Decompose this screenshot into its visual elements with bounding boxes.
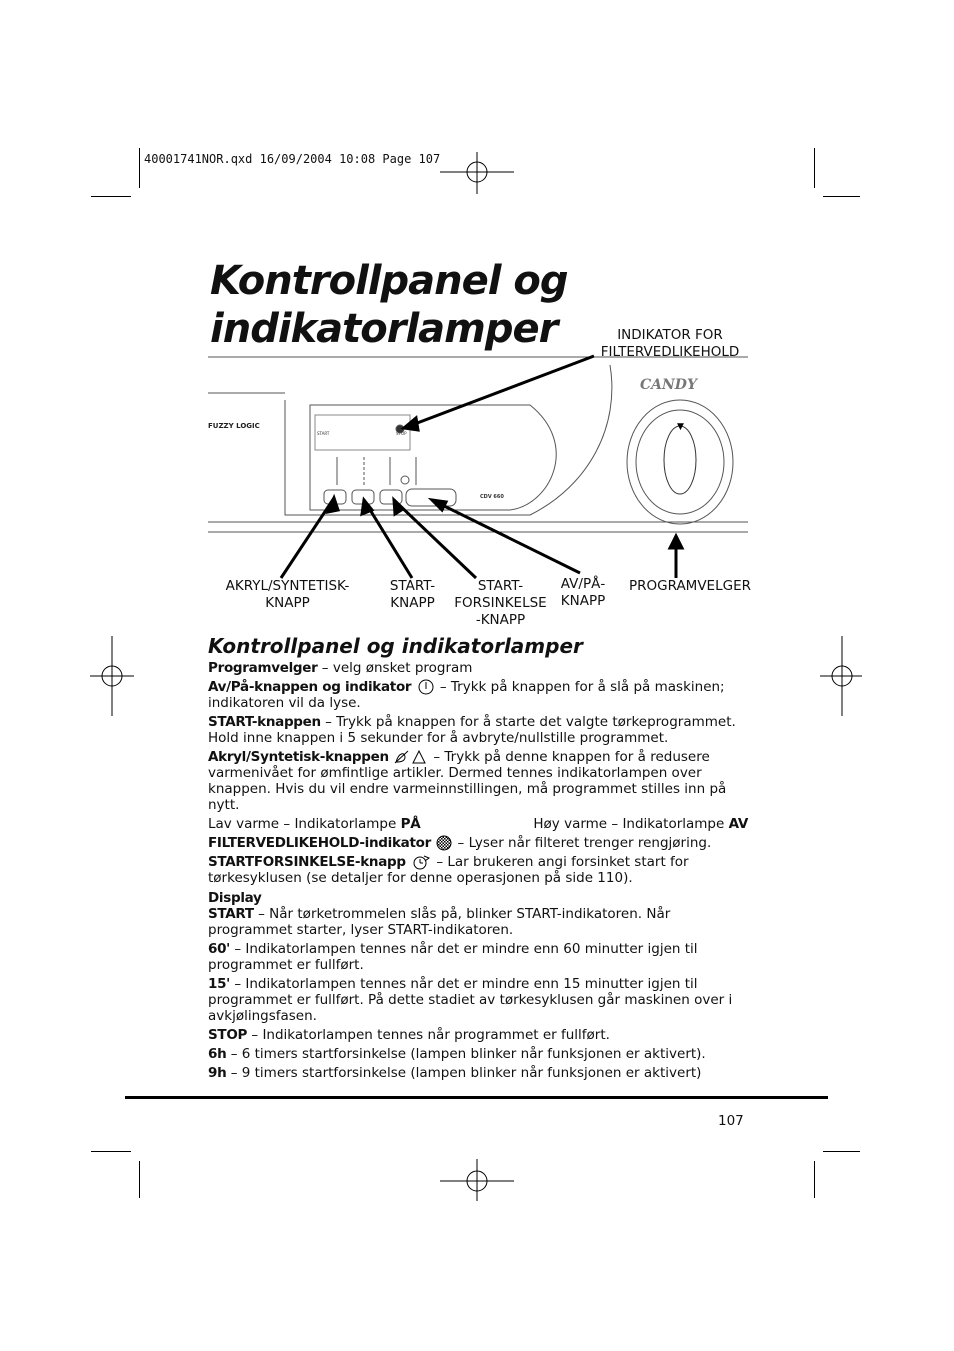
model-label: CDV 660: [480, 494, 504, 500]
para-display-60: 60' – Indikatorlampen tennes når det er mindre enn 60 minutter igjen til programmet er fullført.: [208, 941, 698, 973]
callout-programmer: PROGRAMVELGER: [629, 578, 751, 594]
callout-onoff-button: AV/PÅ- KNAPP: [560, 576, 606, 609]
para-onoff: Av/På-knappen og indikator – Trykk på knappen for å slå på maskinen; indikatoren vil da lyse.: [208, 679, 725, 711]
para-display-stop: STOP – Indikatorlampen tennes når programmet er fullført.: [208, 1027, 610, 1043]
para-display-9h: 9h – 9 timers startforsinkelse (lampen blinker når funksjonen er aktivert): [208, 1065, 702, 1081]
para-akryl: Akryl/Syntetisk-knappen – Trykk på denne knappen for å redusere varmenivået for ømfintlige artikler. Dermed tennes indikatorlampen over knappen. Hvis du vil endre varmeinnstillingen, må programmet stilles inn på nytt.: [208, 749, 727, 813]
para-display-heading: Display: [208, 890, 262, 906]
file-slug: 40001741NOR.qxd 16/09/2004 10:08 Page 107: [144, 152, 441, 166]
description-body: [208, 660, 748, 1084]
page-number: 107: [718, 1113, 744, 1129]
delay-clock-icon: [410, 854, 432, 870]
para-heat-levels: Lav varme – Indikatorlampe PÅ Høy varme – Indikatorlampe AV: [208, 816, 748, 832]
callout-filter-indicator: INDIKATOR FOR FILTERVEDLIKEHOLD: [600, 327, 740, 360]
para-filter: FILTERVEDLIKEHOLD-indikator – Lyser når filteret trenger rengjøring.: [208, 835, 712, 851]
callout-delay-button: START- FORSINKELSE -KNAPP: [454, 578, 547, 628]
panel-start-label: START: [317, 431, 330, 436]
callout-akryl-button: AKRYL/SYNTETISK- KNAPP: [225, 578, 350, 611]
para-display-15: 15' – Indikatorlampen tennes når det er mindre enn 15 minutter igjen til programmet er fullført. På dette stadiet av tørkesyklusen går maskinen over i avkjølingsfasen.: [208, 976, 733, 1024]
para-start: START-knappen – Trykk på knappen for å starte det valgte tørkeprogrammet. Hold inne knappen i 5 sekunder for å avbryte/nullstille programmet.: [208, 714, 736, 746]
para-delay: STARTFORSINKELSE-knapp – Lar brukeren angi forsinket start for tørkesyklusen (se detaljer for denne operasjonen på side 110).: [208, 854, 689, 886]
fuzzy-logo: FUZZY LOGIC: [208, 422, 260, 430]
dial-pointer-icon: ▼: [677, 422, 684, 432]
footer-rule: [125, 1096, 828, 1099]
page-title: Kontrollpanel og indikatorlamper: [210, 258, 568, 352]
filter-icon: [435, 835, 453, 851]
callout-start-button: START- KNAPP: [389, 578, 436, 611]
para-display-6h: 6h – 6 timers startforsinkelse (lampen blinker når funksjonen er aktivert).: [208, 1046, 706, 1062]
brand-logo: CANDY: [640, 377, 697, 393]
para-programmer: Programvelger – velg ønsket program: [208, 660, 473, 676]
para-display-start: START – Når tørketrommelen slås på, blinker START-indikatoren. Når programmet starter, lyser START-indikatoren.: [208, 906, 671, 938]
panel-stop-label: STOP: [396, 431, 407, 436]
delicate-fabric-icon: [393, 749, 429, 765]
power-icon: [416, 679, 436, 695]
section-subtitle: Kontrollpanel og indikatorlamper: [208, 634, 583, 658]
